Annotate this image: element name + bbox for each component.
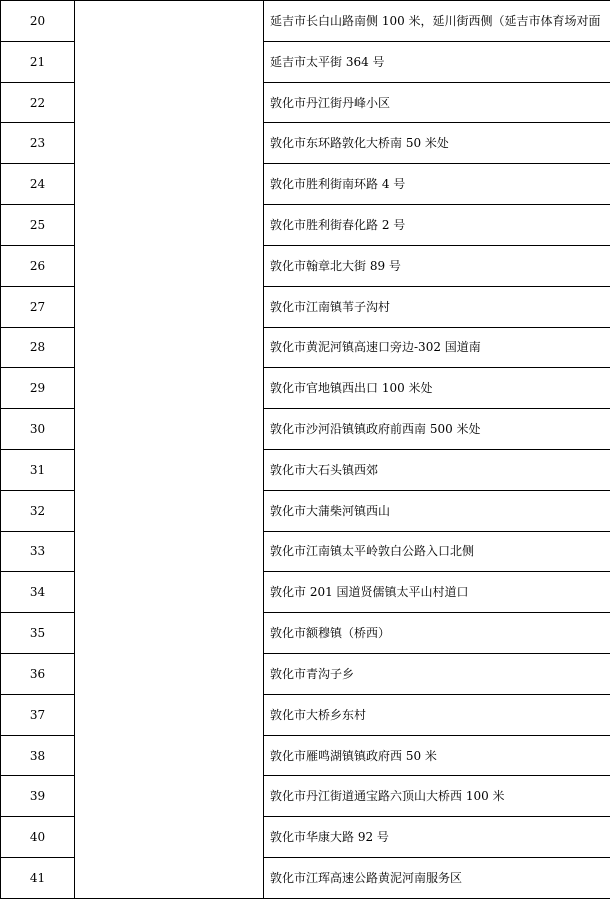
empty-cell — [75, 654, 264, 695]
table-row — [1, 735, 610, 776]
row-number: 28 — [1, 327, 75, 368]
table-row — [1, 817, 610, 858]
table-row — [1, 123, 610, 164]
empty-cell — [75, 327, 264, 368]
address-cell: 延吉市太平街 364 号 — [264, 41, 610, 82]
table-row — [1, 572, 610, 613]
empty-cell — [75, 286, 264, 327]
row-number: 27 — [1, 286, 75, 327]
empty-cell — [75, 572, 264, 613]
row-number: 25 — [1, 205, 75, 246]
row-number: 22 — [1, 82, 75, 123]
row-number: 34 — [1, 572, 75, 613]
address-cell: 敦化市雁鸣湖镇镇政府西 50 米 — [264, 735, 610, 776]
empty-cell — [75, 776, 264, 817]
row-number: 38 — [1, 735, 75, 776]
empty-cell — [75, 123, 264, 164]
row-number: 36 — [1, 654, 75, 695]
address-cell: 敦化市东环路敦化大桥南 50 米处 — [264, 123, 610, 164]
row-number: 33 — [1, 531, 75, 572]
empty-cell — [75, 531, 264, 572]
row-number: 21 — [1, 41, 75, 82]
table-row — [1, 409, 610, 450]
address-cell: 敦化市胜利街春化路 2 号 — [264, 205, 610, 246]
row-number: 31 — [1, 449, 75, 490]
address-cell: 敦化市 201 国道贤儒镇太平山村道口 — [264, 572, 610, 613]
empty-cell — [75, 1, 264, 42]
table-row — [1, 41, 610, 82]
empty-cell — [75, 449, 264, 490]
empty-cell — [75, 368, 264, 409]
address-cell: 敦化市黄泥河镇高速口旁边-302 国道南 — [264, 327, 610, 368]
empty-cell — [75, 409, 264, 450]
row-number: 41 — [1, 858, 75, 899]
row-number: 23 — [1, 123, 75, 164]
table-row — [1, 368, 610, 409]
table-row — [1, 613, 610, 654]
address-cell: 敦化市大桥乡东村 — [264, 694, 610, 735]
row-number: 20 — [1, 1, 75, 42]
table-row — [1, 245, 610, 286]
row-number: 29 — [1, 368, 75, 409]
address-cell: 敦化市翰章北大街 89 号 — [264, 245, 610, 286]
address-cell: 敦化市江南镇太平岭敦白公路入口北侧 — [264, 531, 610, 572]
row-number: 37 — [1, 694, 75, 735]
table-row — [1, 1, 610, 42]
address-cell: 敦化市大石头镇西郊 — [264, 449, 610, 490]
address-cell: 敦化市华康大路 92 号 — [264, 817, 610, 858]
address-cell: 敦化市青沟子乡 — [264, 654, 610, 695]
table-row — [1, 327, 610, 368]
address-cell: 敦化市官地镇西出口 100 米处 — [264, 368, 610, 409]
address-cell: 敦化市额穆镇（桥西） — [264, 613, 610, 654]
address-cell: 敦化市沙河沿镇镇政府前西南 500 米处 — [264, 409, 610, 450]
empty-cell — [75, 858, 264, 899]
empty-cell — [75, 490, 264, 531]
row-number: 40 — [1, 817, 75, 858]
table-row — [1, 858, 610, 899]
row-number: 30 — [1, 409, 75, 450]
empty-cell — [75, 41, 264, 82]
table-row — [1, 654, 610, 695]
row-number: 26 — [1, 245, 75, 286]
address-cell: 敦化市江南镇苇子沟村 — [264, 286, 610, 327]
row-number: 32 — [1, 490, 75, 531]
address-cell: 延吉市长白山路南侧 100 米，延川街西侧（延吉市体育场对面 — [264, 1, 610, 42]
empty-cell — [75, 735, 264, 776]
empty-cell — [75, 164, 264, 205]
empty-cell — [75, 82, 264, 123]
table-row — [1, 694, 610, 735]
table-row — [1, 776, 610, 817]
address-cell: 敦化市丹江街道通宝路六顶山大桥西 100 米 — [264, 776, 610, 817]
table-row — [1, 490, 610, 531]
row-number: 24 — [1, 164, 75, 205]
row-number: 35 — [1, 613, 75, 654]
table-row — [1, 449, 610, 490]
table-row — [1, 82, 610, 123]
empty-cell — [75, 613, 264, 654]
table-row — [1, 286, 610, 327]
address-table-body — [1, 1, 610, 899]
address-cell: 敦化市丹江街丹峰小区 — [264, 82, 610, 123]
address-cell: 敦化市大蒲柴河镇西山 — [264, 490, 610, 531]
table-row — [1, 164, 610, 205]
address-cell: 敦化市江珲高速公路黄泥河南服务区 — [264, 858, 610, 899]
empty-cell — [75, 245, 264, 286]
empty-cell — [75, 817, 264, 858]
empty-cell — [75, 694, 264, 735]
table-row — [1, 205, 610, 246]
table-row — [1, 531, 610, 572]
row-number: 39 — [1, 776, 75, 817]
address-cell: 敦化市胜利街南环路 4 号 — [264, 164, 610, 205]
empty-cell — [75, 205, 264, 246]
